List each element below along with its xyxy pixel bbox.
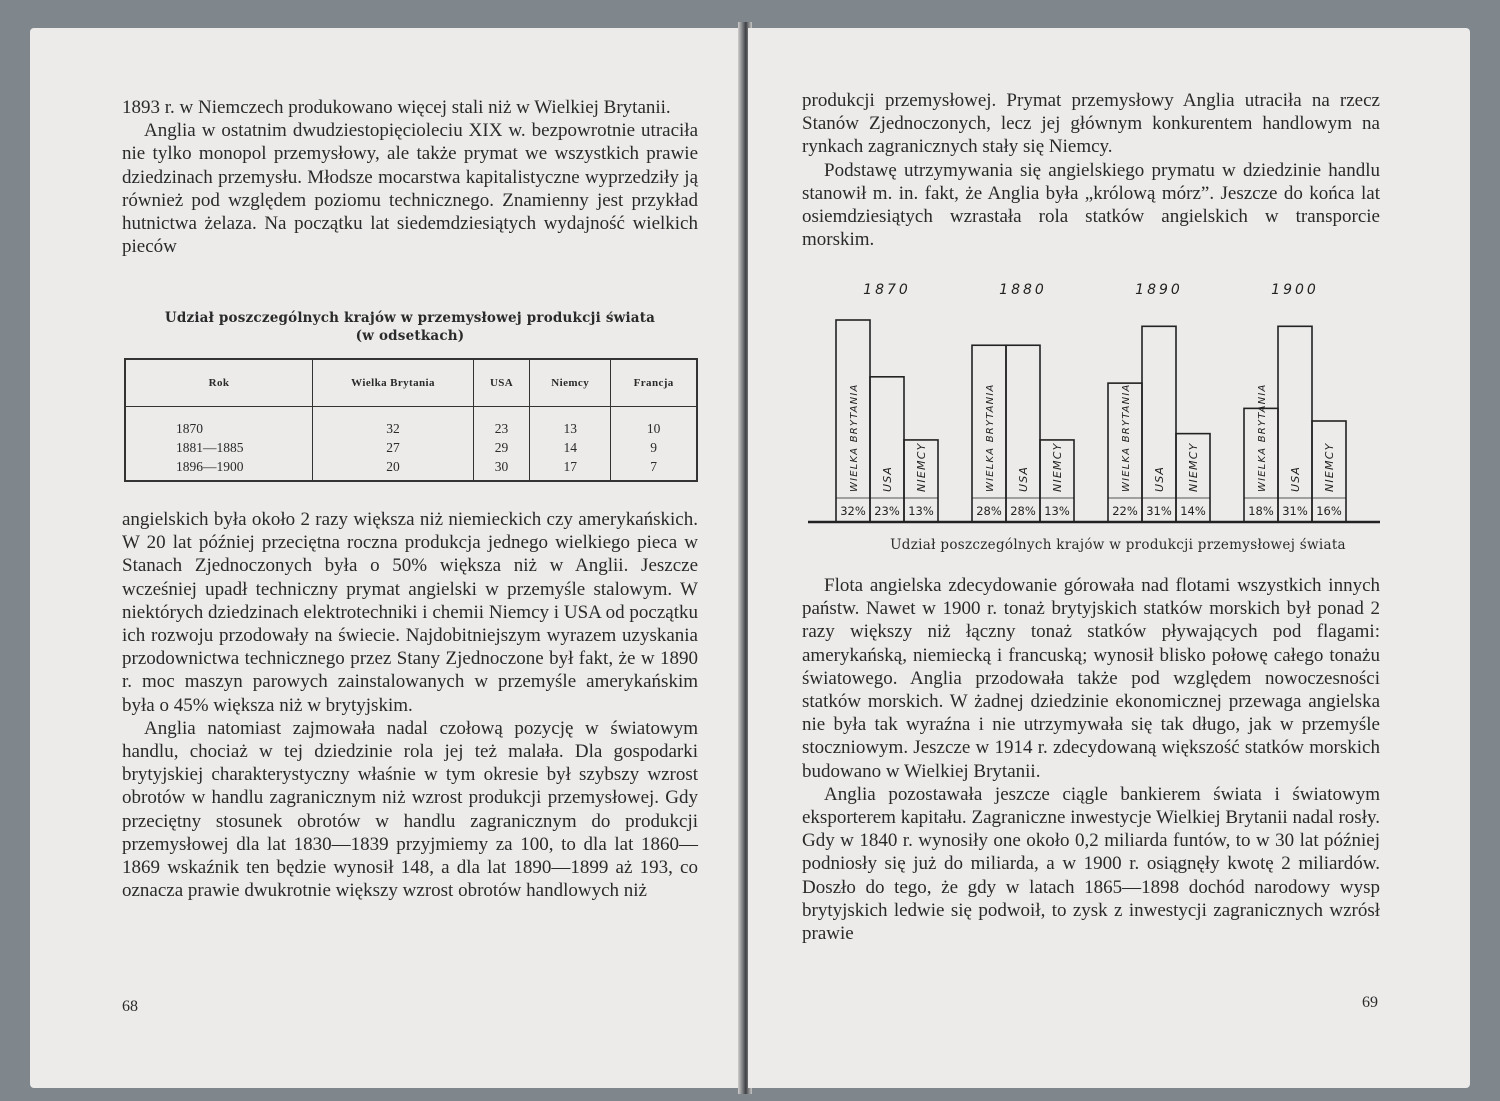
production-share-chart — [748, 28, 1470, 568]
chart-value-label: 16% — [1316, 504, 1342, 518]
table-cell: 17 — [530, 457, 611, 481]
chart-bar-label: WIELKA BRYTANIA — [985, 383, 996, 492]
chart-value-label: 31% — [1282, 504, 1308, 518]
chart-year-label: 1870 — [863, 282, 911, 298]
chart-bar — [870, 377, 904, 522]
table-cell: 27 — [313, 438, 474, 457]
table-title — [122, 309, 698, 345]
production-share-table — [124, 358, 698, 482]
table-title-line-2: (w odsetkach) — [355, 328, 465, 344]
page-number-left: 68 — [122, 998, 138, 1015]
left-paragraph-3: angielskich była około 2 razy większa niż niemieckich czy amerykańskich. W 20 lat później przeciętna roczna produkcja jednego wielkiego pieca w Stanach Zjednoczonych była o 50% większa niż w Anglii. Jeszcze wcześniej upadł techniczny prymat angielski w przemyśle stalowym. W niektórych dziedzinach elektrotechniki i chemii Niemcy i USA od początku ich rozwoju przodowały na świecie. Najdobitniejszym wyrazem uzyskania przodownictwa technicznego przez Stany Zjednoczone był fakt, że w 1890 r. moc maszyn parowych zainstalowanych w przemyśle amerykańskim była o 45% większa niż w brytyjskim. — [122, 509, 698, 716]
chart-bar — [1006, 345, 1040, 522]
right-paragraph-3: Flota angielska zdecydowanie górowała nad flotami wszystkich innych państw. Nawet w 1900 r. tonaż brytyjskich statków morskich był ponad 2 razy większy niż łączny tonaż statków pływających pod flagami: amerykańską, niemiecką i francuską; wynosił blisko połowę całego tonażu światowego. Anglia przodowała także pod względem nowoczesności statków morskich. W żadnej dziedzinie ekonomicznej przewaga angielska nie była tak wyraźna i nie utrzymywała się tak długo, jak w przemyśle stoczniowym. Jeszcze w 1914 r. zdecydowaną większość statków morskich budowano w Wielkiej Brytanii. — [802, 575, 1380, 782]
chart-bar-label: USA — [881, 465, 894, 492]
left-text-bottom — [122, 508, 698, 902]
table-cell: 13 — [530, 407, 611, 439]
chart-value-label: 23% — [874, 504, 900, 518]
table-cell: 9 — [611, 438, 697, 457]
table-cell: 14 — [530, 438, 611, 457]
table-title-line-1: Udział poszczególnych krajów w przemysłowej produkcji świata — [164, 310, 656, 326]
table-row — [125, 438, 697, 457]
chart-bar-label: NIEMCY — [915, 442, 928, 492]
table-header-cell: USA — [474, 359, 530, 407]
chart-value-label: 14% — [1180, 504, 1206, 518]
chart-year-label: 1900 — [1271, 282, 1319, 298]
left-paragraph-1: 1893 r. w Niemczech produkowano więcej stali niż w Wielkiej Brytanii. — [122, 97, 671, 118]
table-cell: 7 — [611, 457, 697, 481]
table-row — [125, 407, 697, 439]
table-cell: 32 — [313, 407, 474, 439]
left-paragraph-4: Anglia natomiast zajmowała nadal czołową pozycję w światowym handlu, chociaż w tej dziedzinie rola jej też malała. Dla gospodarki brytyjskiej charakterystyczny właśnie w tym okresie był szybszy wzrost obrotów w handlu zagranicznym niż wzrost produkcji przemysłowej. Gdy przeciętny stosunek obrotów w handlu zagranicznym do produkcji przemysłowej dla lat 1830—1839 przyjmiemy za 100, to dla lat 1860—1869 wskaźnik ten będzie wynosił 148, a dla lat 1890—1899 aż 193, co oznacza prawie dwukrotnie większy wzrost obrotów handlowych niż — [122, 717, 698, 902]
chart-bar-label: USA — [1289, 465, 1302, 492]
left-page — [30, 28, 744, 1088]
table-header-row — [125, 359, 697, 407]
right-page — [748, 28, 1470, 1088]
chart-bar-label: WIELKA BRYTANIA — [849, 383, 860, 492]
table-header-cell: Wielka Brytania — [313, 359, 474, 407]
left-text-top — [122, 96, 698, 258]
table-cell: 23 — [474, 407, 530, 439]
right-paragraph-1: produkcji przemysłowej. Prymat przemysłowy Anglia utraciła na rzecz Stanów Zjednoczonych, lecz jej głównym konkurentem handlowym na rynkach zagranicznych stały się Niemcy. — [802, 90, 1380, 158]
chart-value-label: 32% — [840, 504, 866, 518]
right-paragraph-2: Podstawę utrzymywania się angielskiego prymatu w dziedzinie handlu stanowił m. in. fakt, że Anglia była „królową mórz”. Jeszcze do końca lat osiemdziesiątych wzrastała rola statków angielskich w transporcie morskim. — [802, 159, 1380, 251]
left-paragraph-2: Anglia w ostatnim dwudziestopięcioleciu XIX w. bezpowrotnie utraciła nie tylko monopol przemysłowy, ale także prymat we wszystkich prawie dziedzinach przemysłu. Młodsze mocarstwa kapitalistyczne wyprzedziły ją również pod względem poziomu technicznego. Znamienny jest przykład hutnictwa żelaza. Na początku lat siedemdziesiątych wydajność wielkich pieców — [122, 120, 698, 258]
table-cell: 1881—1885 — [176, 440, 244, 455]
chart-value-label: 31% — [1146, 504, 1172, 518]
chart-bar-label: WIELKA BRYTANIA — [1257, 383, 1268, 492]
chart-value-label: 22% — [1112, 504, 1138, 518]
table-cell: 30 — [474, 457, 530, 481]
chart-bar-label: WIELKA BRYTANIA — [1121, 383, 1132, 492]
chart-bar-label: NIEMCY — [1187, 442, 1200, 492]
chart-caption: Udział poszczególnych krajów w produkcji przemysłowej świata — [890, 537, 1346, 553]
table-cell: 29 — [474, 438, 530, 457]
table-header-cell: Francja — [611, 359, 697, 407]
table-row — [125, 457, 697, 481]
table-header-cell: Rok — [125, 359, 313, 407]
chart-bar-label: USA — [1017, 465, 1030, 492]
chart-year-label: 1890 — [1135, 282, 1183, 298]
chart-value-label: 18% — [1248, 504, 1274, 518]
table-cell: 1896—1900 — [176, 459, 244, 474]
table-cell: 10 — [611, 407, 697, 439]
chart-bar-label: NIEMCY — [1051, 442, 1064, 492]
page-number-right: 69 — [1362, 994, 1378, 1011]
table-cell: 1870 — [176, 421, 203, 436]
table-header-cell: Niemcy — [530, 359, 611, 407]
chart-value-label: 13% — [1044, 504, 1070, 518]
chart-bar-label: USA — [1153, 465, 1166, 492]
table-cell: 20 — [313, 457, 474, 481]
chart-value-label: 28% — [976, 504, 1002, 518]
chart-bar-label: NIEMCY — [1323, 442, 1336, 492]
right-paragraph-4: Anglia pozostawała jeszcze ciągle bankierem świata i światowym eksporterem kapitału. Zagraniczne inwestycje Wielkiej Brytanii nadal rosły. Gdy w 1840 r. wynosiły one około 0,2 miliarda funtów, to w 30 lat później podniosły się już do miliarda, a w 1900 r. osiągnęły kwotę 2 miliardów. Doszło do tego, że gdy w latach 1865—1898 dochód narodowy wysp brytyjskich ledwie się podwoił, to zysk z inwestycji zagranicznych wzrósł prawie — [802, 783, 1380, 945]
chart-value-label: 28% — [1010, 504, 1036, 518]
right-text-bottom — [802, 574, 1380, 945]
chart-value-label: 13% — [908, 504, 934, 518]
chart-year-label: 1880 — [999, 282, 1047, 298]
